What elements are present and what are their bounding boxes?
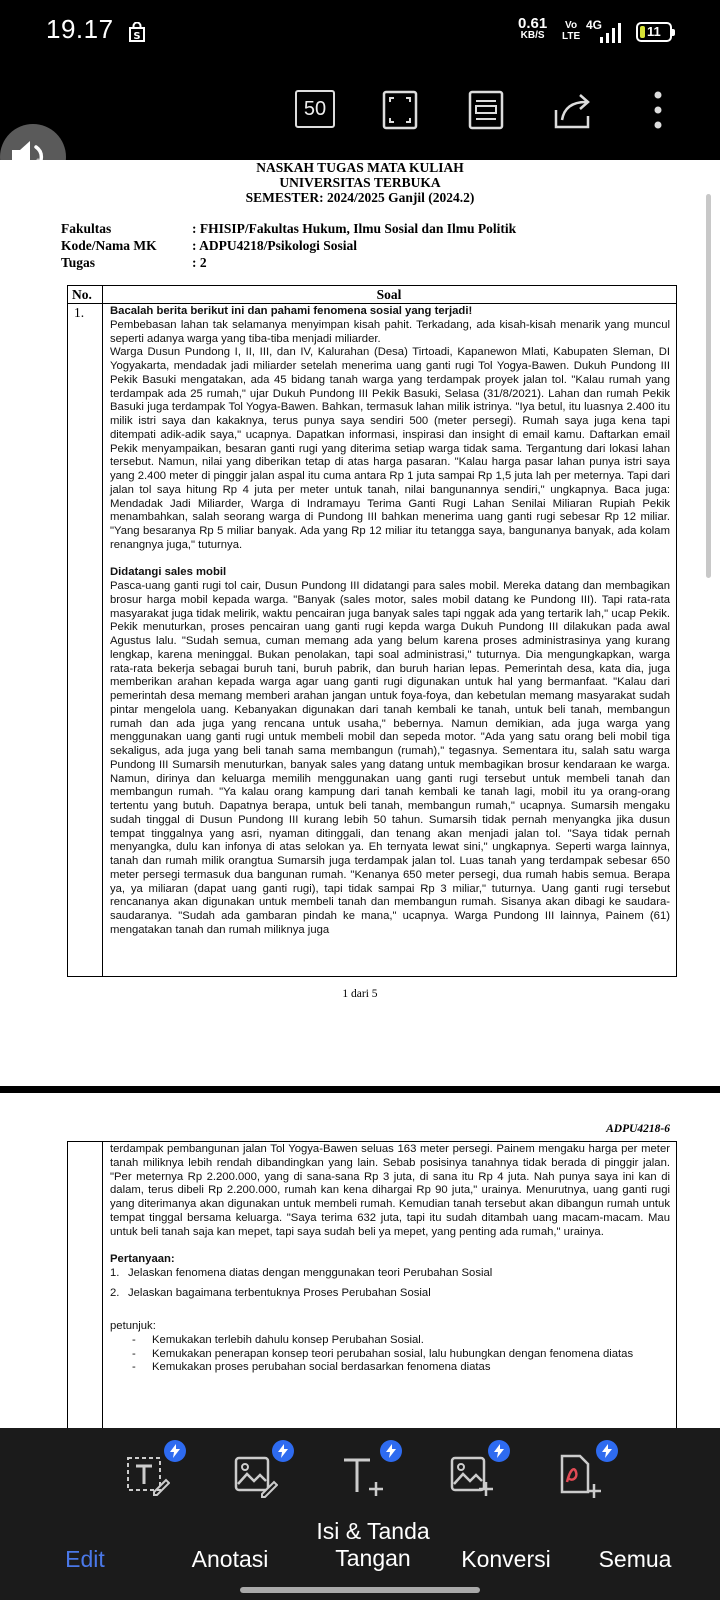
meta-value-mk: : ADPU4218/Psikologi Sosial [192, 238, 358, 253]
subheading-sales: Didatangi sales mobil [110, 566, 227, 579]
table-column-divider [102, 286, 103, 976]
question-body [110, 305, 670, 938]
hints-list [110, 1334, 670, 1375]
page-separator [0, 1086, 720, 1093]
status-bar [0, 0, 720, 64]
meta-label-tugas: Tugas [61, 255, 96, 270]
hint-dash: - [132, 1361, 136, 1374]
list-item [110, 1348, 670, 1362]
edit-image-icon [232, 1452, 278, 1498]
page-number: 1 dari 5 [342, 988, 378, 1000]
svg-text:S: S [133, 31, 141, 42]
question-text: Jelaskan fenomena diatas dengan menggunakan teori Perubahan Sosial [128, 1266, 493, 1279]
question-body-continued [110, 1143, 670, 1375]
paragraph-intro: Pembebasan lahan tak selamanya menyimpan kisah pahit. Terkadang, ada kisah-kisah menarik yang muncul seperti adanya warga yang tiba-tiba menjadi miliarder. [110, 318, 670, 345]
tab-edit[interactable]: Edit [65, 1546, 105, 1572]
list-item [110, 1267, 670, 1281]
status-time: 19.17 [46, 14, 114, 44]
question-number: 1. [110, 1266, 120, 1279]
add-page-tool[interactable] [552, 1448, 612, 1500]
meta-value-fakultas: : FHISIP/Fakultas Hukum, Ilmu Sosial dan Ilmu Politik [192, 221, 517, 236]
volte-bottom: LTE [562, 31, 581, 42]
questions-title: Pertanyaan: [110, 1253, 175, 1265]
add-image-tool[interactable] [444, 1448, 504, 1500]
speed-value: 0.61 [518, 15, 548, 32]
hint-dash: - [132, 1333, 136, 1346]
viewer-toolbar [0, 64, 720, 160]
network-type: 4G [586, 18, 603, 32]
question-text: Jelaskan bagaimana terbentuknya Proses Perubahan Sosial [128, 1286, 431, 1299]
doc-header-2: UNIVERSITAS TERBUKA [279, 175, 441, 190]
list-item [110, 1287, 670, 1301]
network-speed [518, 15, 548, 42]
edit-image-tool[interactable] [228, 1448, 288, 1500]
hint-text: Kemukakan proses perubahan social berdasarkan fenomena diatas [152, 1361, 491, 1374]
hint-dash: - [132, 1347, 136, 1360]
paragraph-painem: terdampak pembangunan jalan Tol Yogya-Bawen seluas 163 meter persegi. Painem mengaku harga per meter tanah miliknya lebih rendah dibandingkan yang lain. Sebab posisinya tanahnya tidak berada di pinggir jalan. "Per meternya Rp 2.200.000, yang di sana-sana Rp 3 juta, di sana itu Rp 4 juta. Nah punya saya ini kan di dalam, terus dibeli Rp 2.200.000, rumah kan kena dihargai Rp 90 juta," urainya. Menurutnya, uang ganti rugi yang diterimanya akan digunakan untuk membeli rumah. Kemudian tanah tersebut akan dibangun rumah untuk tempat tinggal bersama keluarga. "Saya terima 632 juta, tapi itu sudah ditambah uang macam-macam. Mau untuk beli tanah saja kan mepet, tapi saya sudah beli ya mepet, yang penting ada rumah," urainya. [110, 1143, 670, 1238]
hints-title: petunjuk: [110, 1320, 156, 1332]
add-pdf-page-icon [556, 1452, 602, 1498]
edit-text-icon [124, 1452, 170, 1498]
more-options-icon[interactable] [652, 90, 664, 130]
bottom-nav [0, 1516, 720, 1600]
page-number-button[interactable] [295, 90, 335, 128]
premium-badge [272, 1440, 294, 1462]
volte-top: Vo [565, 20, 578, 31]
doc-header-3: SEMESTER: 2024/2025 Ganjil (2024.2) [245, 190, 475, 205]
tab-isi-tanda-tangan[interactable] [298, 1518, 448, 1572]
tab-anotasi[interactable]: Anotasi [191, 1546, 269, 1572]
battery-fill [640, 26, 645, 38]
row-number: 1. [74, 305, 85, 320]
speed-unit: KB/S [520, 30, 545, 41]
tab-isi-line-2: Tangan [335, 1545, 411, 1571]
hint-text: Kemukakan penerapan konsep teori perubahan sosial, lalu hubungkan dengan fenomena diatas [152, 1347, 634, 1360]
tab-isi-line-1: Isi & Tanda [316, 1518, 430, 1544]
share-icon[interactable] [552, 90, 594, 130]
add-image-icon [448, 1452, 494, 1498]
instruction-title: Bacalah berita berikut ini dan pahami fenomena sosial yang terjadi! [110, 305, 473, 317]
page-number-label: 50 [303, 98, 327, 120]
question-table-continued [67, 1141, 677, 1428]
table-header-soal: Soal [376, 287, 402, 302]
add-text-icon [340, 1452, 386, 1498]
table-header-no: No. [72, 287, 92, 302]
premium-badge [380, 1440, 402, 1462]
tab-konversi[interactable]: Konversi [461, 1546, 551, 1572]
list-item [110, 1361, 670, 1375]
add-text-tool[interactable] [336, 1448, 396, 1500]
questions-list [110, 1267, 670, 1301]
table-column-divider [102, 1142, 103, 1428]
question-table [67, 285, 677, 977]
tab-semua[interactable]: Semua [598, 1546, 672, 1572]
edit-tools-bar [0, 1428, 720, 1516]
meta-label-mk: Kode/Nama MK [61, 238, 157, 253]
premium-badge [596, 1440, 618, 1462]
premium-badge [488, 1440, 510, 1462]
signal-icon [598, 22, 624, 44]
premium-badge [164, 1440, 186, 1462]
meta-value-tugas: : 2 [192, 255, 207, 270]
battery-icon [636, 22, 672, 42]
pdf-page-2 [0, 1093, 720, 1428]
scrollbar-thumb[interactable] [706, 194, 711, 578]
question-number: 2. [110, 1286, 120, 1299]
battery-level: 11 [647, 24, 661, 39]
document-viewer[interactable] [0, 160, 720, 1428]
hint-text: Kemukakan terlebih dahulu konsep Perubahan Sosial. [152, 1333, 424, 1346]
volte-indicator [562, 20, 580, 42]
paragraph-main: Warga Dusun Pundong I, II, III, dan IV, Kalurahan (Desa) Tirtoadi, Kapanewon Mlati, Kabupaten Sleman, DI Yogyakarta, mendadak jadi miliarder setelah menerima uang ganti rugi Tol Yogya-Bawen. Dukuh Pundong III Pekik Basuki mengatakan, ada 45 bidang tanah warga yang terdampak proyek jalan tol. "Kalau rumah yang terdampak ada 25 rumah," ujar Dukuh Pundong III Pekik Basuki, Selasa (31/8/2021). Lahan dan rumah Pekik Basuki juga terdampak Tol Yogya-Bawen. Bahkan, termasuk lahan milik istrinya. "Iya betul, itu luasnya 2.400 itu milik istri saya dan kakaknya, terus punya saya sendiri 500 (meter persegi). Rumah saya juga kena tapi ditempati adik-adik saya," ucapnya. Dapatkan informasi, inspirasi dan insight di email kamu. Daftarkan email Pekik menyampaikan, besaran ganti rugi yang diterima setiap warga tidak sama. Tergantung dari lokasi lahan tersebut. Namun, nilai yang diberikan tetap di atas harga pasaran. "Kalau harga pasar lahan punya istri saya yang 2.400 meter di pinggir jalan aspal itu cuma antara Rp 1 juta sampai Rp 1,5 juta lah per meternya. Tapi dari jalan tol saya hitung Rp 4 juta per meter untuk tanah, nilai bangunannya sendiri," ungkapnya. Baca juga: Mendadak Jadi Miliarder, Warga di Indramayu Terima Ganti Rugi Lahan Senilai Miliaran Rupiah Pekik menambahkan, salah seorang warga di Pundong III bahkan menerima uang ganti rugi sebesar Rp 12 miliar. "Yang besaranya Rp 5 miliar banyak. Ada yang Rp 12 miliar itu tetangga saya, bangunanya banyak, ada kolam renangnya juga," tuturnya. [110, 346, 670, 551]
meta-label-fakultas: Fakultas [61, 221, 112, 236]
reading-mode-icon[interactable] [468, 90, 504, 130]
edit-text-tool[interactable] [120, 1448, 180, 1500]
list-item [110, 1334, 670, 1348]
paragraph-sales: Pasca-uang ganti rugi tol cair, Dusun Pundong III didatangi para sales mobil. Mereka datang dan membagikan brosur harga mobil kepada warga. "Banyak (sales motor, sales mobil datang ke Pundong III). Tapi rata-rata masyarakat juga tidak melirik, waktu pencairan juga banyak sales tapi nggak ada yang tertarik lah," ucap Pekik. Pekik menuturkan, proses pencairan uang ganti rugi kepda warga Dukuh Pundong III dilakukan pada awal Agustus lalu. "Sudah semua, cuman memang ada yang belum karena proses administrasinya yang kurang lengkap, karena meninggal. Bukan penolakan, tapi soal administrasi," tuturnya. Dia mengungkapkan, warga rata-rata bekerja sebagai buruh tani, buruh pabrik, dan buruh harian lepas. Pemerintah desa, kata dia, juga memberikan arahan kepada warga agar uang ganti rugi digunakan untuk hal yang bermanfaat. "Kalau dari pemerintah desa memang memberi arahan jangan untuk foya-foya, dan kebetulan memang masyarakat sudah pintar mengelola uang. Kebanyakan digunakan dari tanah kembali ke tanah, untuk beli tanah, membangun rumah dan ada juga yang rencana untuk usaha," bebernya. Namun demikian, ada juga warga yang menggunakan uang ganti rugi untuk membeli mobil dan sepeda motor. "Ada yang satu orang beli mobil tiga sekaligus, ada juga yang beli tanah sama membangun (rumah)," tegasnya. Sementara itu, salah satu warga Pundong III Sumarsih menuturkan, banyak sales yang datang untuk membagikan brosur kendaraan ke warga. Namun, dirinya dan keluarga memilih menggunakan uang ganti rugi tersebut untuk membeli tanah dan membangun rumah. "Ya kalau orang kampung dari tanah kembali ke tanah lagi, mobil itu ya orang-orang tertentu yang butuh. Dapatnya berapa, untuk beli tanah, membangun rumah," ucapnya. Sumarsih mengaku sudah tinggal di Dusun Pundong III kurang lebih 50 tahun. Sumarsih tidak pernah menyangka jika dusun tempat tinggalnya yang asri, nyaman ditinggali, dan tenang akan menjadi jalan tol. "Saya tidak pernah menyangka, dulu kan infonya di atas selokan ya. Eh ternyata lewat sini," ungkapnya. Seperti warga lainnya, tanah dan rumah milik orangtua Sumarsih juga terdampak jalan tol. Luas tanah yang terdampak sebesar 650 meter persegi termasuk dua bangunan rumah. "Kenanya 650 meter persegi, dua rumah habis semua. Berapa ya, ya miliaran (dapat uang ganti rugi), tapi tidak sampai Rp 3 miliar," tuturnya. Uang ganti rugi tersebut rencananya akan digunakan untuk membeli tanah dan membangun rumah. Sisanya akan dibagi ke saudara-saudaranya. "Sudah ada gambaran pindah ke mana," ucapnya. Warga Pundong III lainnya, Painem (61) mengatakan tanah dan rumah miliknya juga [110, 580, 670, 936]
shopping-bag-icon [128, 22, 146, 42]
page-header-code: ADPU4218-6 [606, 1123, 670, 1135]
table-header [68, 286, 676, 304]
fullscreen-icon[interactable] [382, 90, 418, 130]
doc-header-1: NASKAH TUGAS MATA KULIAH [256, 160, 464, 175]
pdf-page-1 [0, 160, 720, 1086]
home-indicator[interactable] [240, 1587, 480, 1593]
